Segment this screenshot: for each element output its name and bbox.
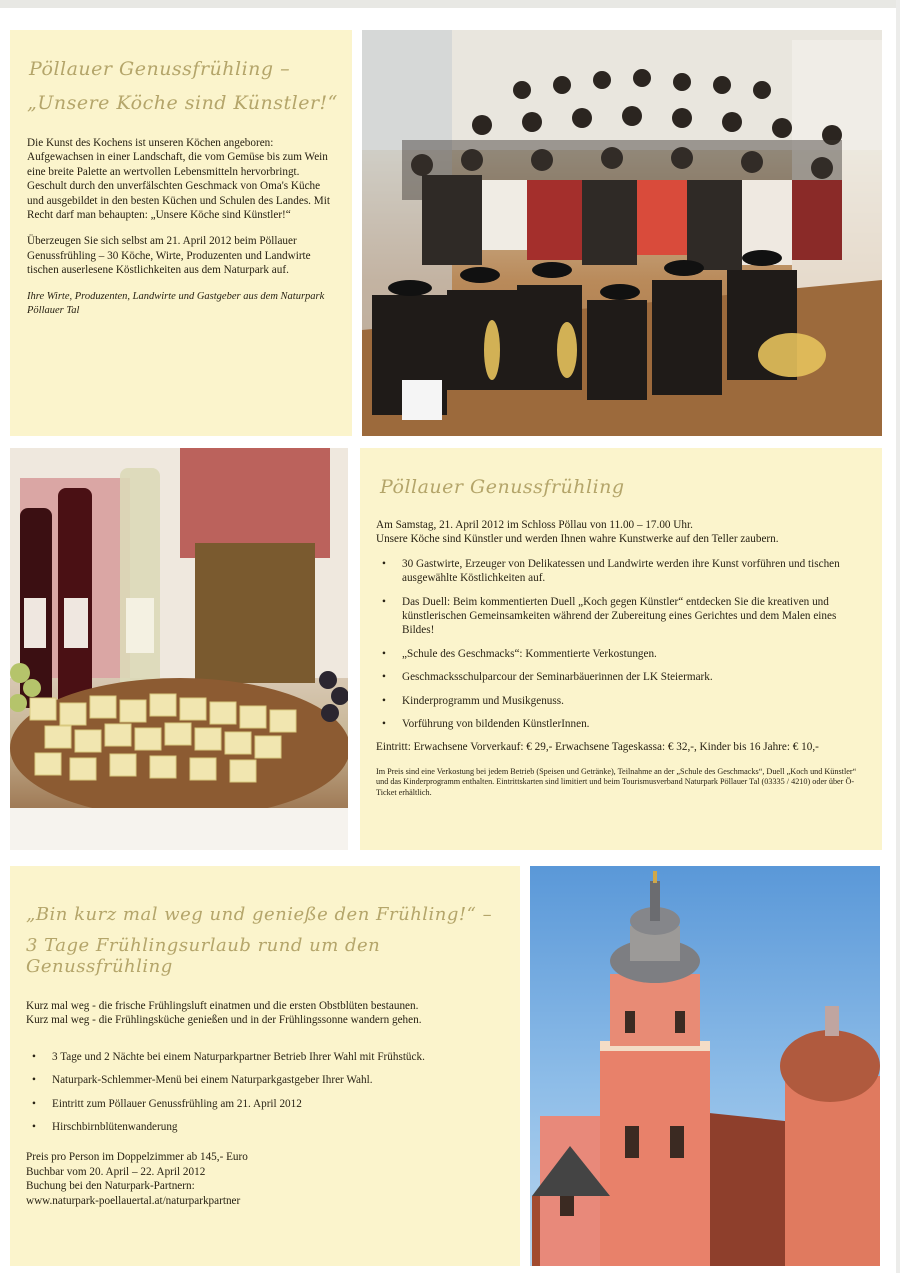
list-item: • Das Duell: Beim kommentierten Duell „Koch gegen Künstler“ entdecken Sie die kreativen und künstlerischen Gemeinsamkeiten während der Zubereitung eines Gerichtes und dem Malen eines Bildes! <box>382 595 837 637</box>
event-intro-line: Unsere Köche sind Künstler und werden Ihnen wahre Kunstwerke auf den Teller zaubern. <box>376 533 779 546</box>
bullet-icon: • <box>382 718 386 731</box>
offer-title-line2: 3 Tage Frühlingsurlaub rund um den Genussfrühling <box>26 935 381 977</box>
bullet-icon: • <box>32 1050 36 1063</box>
intro-paragraph-date: Überzeugen Sie sich selbst am 21. April 2012 beim Pöllauer Genussfrühling – 30 Köche, Wirte, Produzenten und Landwirte tischen auserlesene Köstlichkeiten aus dem Naturpark auf. <box>27 235 311 277</box>
bullet-icon: • <box>382 671 386 684</box>
intro-panel <box>10 30 352 436</box>
offer-price: Preis pro Person im Doppelzimmer ab 145,- Euro <box>26 1151 248 1164</box>
bullet-icon: • <box>382 557 386 570</box>
list-item: • „Schule des Geschmacks“: Kommentierte Verkostungen. <box>382 647 657 660</box>
offer-intro-line1: Kurz mal weg - die frische Frühlingsluft einatmen und die ersten Obstblüten bestaunen. <box>26 1000 419 1012</box>
intro-title-line2: „Unsere Köche sind Künstler!“ <box>27 92 338 114</box>
offer-booking-url: www.naturpark-poellauertal.at/naturparkpartner <box>26 1194 241 1207</box>
offer-intro-line2: Kurz mal weg - die Frühlingsküche genießen und in der Frühlingssonne wandern gehen. <box>26 1014 422 1027</box>
scan-edge-right <box>896 0 900 1273</box>
list-item: • Kinderprogramm und Musikgenuss. <box>382 694 564 707</box>
cheese-and-wine-photo <box>10 448 348 850</box>
entry-prices: Eintritt: Erwachsene Vorverkauf: € 29,- Erwachsene Tageskassa: € 32,-, Kinder bis 16 Jahre: € 10,- <box>376 741 819 754</box>
offer-title-line1: „Bin kurz mal weg und genieße den Frühling!“ – <box>26 904 493 925</box>
vacation-offer-panel <box>10 866 520 1266</box>
event-date-line: Am Samstag, 21. April 2012 im Schloss Pöllau von 11.00 – 17.00 Uhr. <box>376 519 693 531</box>
offer-included-list <box>26 1050 506 1135</box>
cheese-photo-illustration <box>10 448 348 850</box>
list-item: • 3 Tage und 2 Nächte bei einem Naturparkpartner Betrieb Ihrer Wahl mit Frühstück. <box>32 1050 425 1063</box>
intro-title-line1: Pöllauer Genussfrühling – <box>29 58 291 80</box>
bullet-icon: • <box>32 1121 36 1134</box>
bullet-icon: • <box>382 595 386 608</box>
bullet-icon: • <box>32 1074 36 1087</box>
offer-booking-info: Buchung bei den Naturpark-Partnern: <box>26 1180 195 1193</box>
event-title: Pöllauer Genussfrühling <box>380 476 625 498</box>
list-item: • Vorführung von bildenden KünstlerInnen. <box>382 718 590 731</box>
church-tower-photo <box>530 866 880 1266</box>
list-item: • 30 Gastwirte, Erzeuger von Delikatessen und Landwirte werden ihre Kunst vorführen und tischen ausgewählte Köstlichkeiten auf. <box>382 557 840 585</box>
intro-paragraph: Die Kunst des Kochens ist unseren Köchen angeboren: Aufgewachsen in einer Landschaft, die vom Gemüse bis zum Wein eine breite Palette an wertvollen Lebensmitteln hervorbringt. Geschult durch den unverfälschten Geschmack von Oma's Küche und ausgebildet in den besten Küchen und Schulen des Landes. Mit Recht darf man behaupten: „Unsere Köche sind Künstler!“ <box>27 137 330 222</box>
church-photo-illustration <box>530 866 880 1266</box>
list-item: • Hirschbirnblütenwanderung <box>32 1121 178 1134</box>
event-details-panel <box>360 448 882 850</box>
list-item: • Geschmacksschulparcour der Seminarbäuerinnen der LK Steiermark. <box>382 671 713 684</box>
group-photo-cooks-and-band <box>362 30 882 436</box>
offer-bookable-dates: Buchbar vom 20. April – 22. April 2012 <box>26 1165 206 1178</box>
intro-signature: Ihre Wirte, Produzenten, Landwirte und Gastgeber aus dem Naturpark Pöllauer Tal <box>27 290 325 317</box>
group-photo-illustration <box>362 30 882 436</box>
price-footnote: Im Preis sind eine Verkostung bei jedem Betrieb (Speisen und Getränke), Teilnahme an der „Schule des Geschmacks“, Duell „Koch und Künstler“ und das Kinderprogramm enthalten. Eintrittskarten sind limitiert und beim Tourismusverband Naturpark Pöllauer Tal (03335 / 4210) oder über Ö-Ticket erhältlich. <box>376 766 857 797</box>
event-highlights-list <box>376 557 868 732</box>
bullet-icon: • <box>382 647 386 660</box>
bullet-icon: • <box>382 694 386 707</box>
scan-edge-top <box>0 0 900 8</box>
bullet-icon: • <box>32 1097 36 1110</box>
list-item: • Eintritt zum Pöllauer Genussfrühling am 21. April 2012 <box>32 1097 302 1110</box>
list-item: • Naturpark-Schlemmer-Menü bei einem Naturparkgastgeber Ihrer Wahl. <box>32 1074 373 1087</box>
